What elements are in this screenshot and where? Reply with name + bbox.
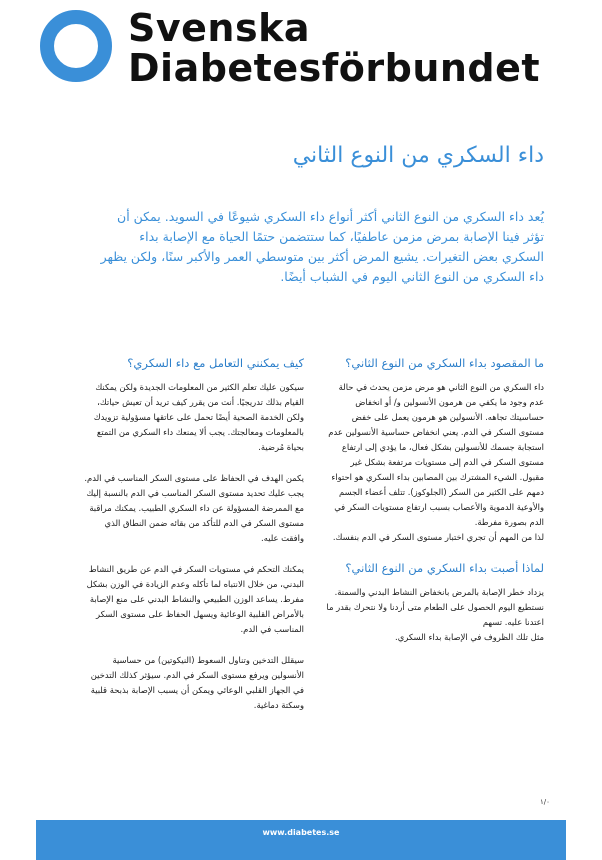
heading-what-is: ما المقصود بداء السكري من النوع الثاني؟	[345, 356, 544, 370]
causes-note: مثل تلك الظروف في الإصابة بداء السكري.	[395, 632, 544, 642]
brand-logo	[40, 8, 580, 103]
paragraph-learning: سيكون عليك تعلم الكثير من المعلومات الجديدة ولكن يمكنك القيام بذلك تدريجيًا. أنت من يقرر كيف تريد أن تعيش حياتك، ولكن الخدمة الصحية أيضًا تحمل على عاتقها مسؤولية تزويدك بالمعلومات ومعالجتك. يجب ألا يمنعك داء السكري من التمتع بحياة مُرضية.	[93, 382, 304, 452]
brand-wordmark	[128, 8, 540, 88]
ring-logo-icon	[40, 10, 112, 82]
heading-why: لماذا أصبت بداء السكري من النوع الثاني؟	[345, 561, 544, 575]
right-column	[324, 356, 544, 661]
brand-line2: Diabetesförbundet	[128, 46, 541, 90]
brand-line1: Svenska	[128, 6, 310, 50]
definition-note: لذا من المهم أن تجري اختبار مستوى السكر في الدم بنفسك.	[332, 532, 544, 542]
page-number: ١/٠	[540, 798, 550, 806]
page-title: داء السكري من النوع الثاني	[292, 142, 544, 168]
footer-url[interactable]: www.diabetes.se	[262, 828, 340, 837]
footer-bar	[36, 820, 566, 860]
paragraph-goal: يكمن الهدف في الحفاظ على مستوى السكر المناسب في الدم. يجب عليك تحديد مستوى السكر المناسب في الدم بالنسبة إليك مع الممرضة المسؤولة عن داء السكري الطبيب. يمكنك مراقبة مستوى السكر في الدم للتأكد من بقائه ضمن النطاق الذي وافقت عليه.	[84, 473, 304, 543]
intro-paragraph: يُعد داء السكري من النوع الثاني أكثر أنواع داء السكري شيوعًا في السويد. يمكن أن تؤثر فينا الإصابة بمرض مزمن عاطفيًا، كما ستتضمن حتمًا الحياة مع الإصابة بداء السكري بعض التغيرات. يشيع المرض أكثر بين متوسطي العمر والأكبر سنًا، ولكن يظهر داء السكري من النوع الثاني اليوم في الشباب أيضًا.	[100, 209, 544, 284]
paragraph-definition	[324, 380, 544, 545]
paragraph-control: يمكنك التحكم في مستويات السكر في الدم عن طريق النشاط البدني، من خلال الانتباه لما تأكله وعدم الزيادة في الوزن بشكل مفرط. يساعد الوزن الطبيعي والنشاط البدني على منع الإصابة بالأمراض القلبية الوعائية ويسهل الحفاظ على مستوى السكر المناسب في الدم.	[86, 564, 304, 634]
left-column	[84, 356, 304, 729]
heading-how-to-manage: كيف يمكنني التعامل مع داء السكري؟	[127, 356, 304, 370]
paragraph-causes	[324, 585, 544, 645]
causes-text: يزداد خطر الإصابة بالمرض بانخفاض النشاط البدني والسمنة. نستطيع اليوم الحصول على الطعام متى أردنا ولا نتحرك بقدر ما اعتدنا عليه. تسهم	[326, 587, 544, 627]
paragraph-smoking: سيقلل التدخين وتناول السعوط (النيكوتين) من حساسية الأنسولين ويرفع مستوى السكر في الدم. سيؤثر كذلك التدخين في الجهاز القلبي الوعائي ويمكن أن يسبب الإصابة بذبحة قلبية وسكتة دماغية.	[90, 655, 304, 710]
definition-text: داء السكري من النوع الثاني هو مرض مزمن يحدث في حالة عدم وجود ما يكفي من هرمون الأنسولين و/ أو انخفاض حساسيتك تجاهه. الأنسولين هو هرمون يعمل على خفض مستوى السكر في الدم. يعني انخفاض حساسية الأنسولين عدم استجابة جسمك للأنسولين بشكل فعال، ما يؤدي إلى ارتفاع مستوى السكر في الدم إلى مستويات مرتفعة بشكل غير مقبول. الشيء المشترك بين المصابين بداء السكري هو احتواء دمهم على الكثير من السكر (الجلوكوز). تتلف أعضاء الجسم والأوعية الدموية والأعصاب بسبب ارتفاع مستويات السكر في الدم بصورة مفرطة.	[328, 382, 544, 527]
